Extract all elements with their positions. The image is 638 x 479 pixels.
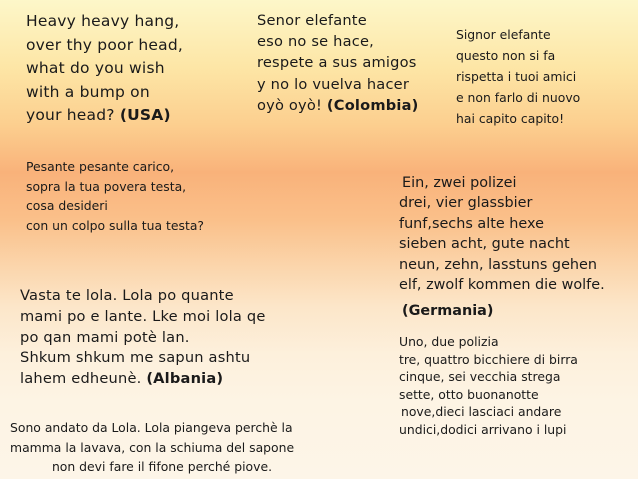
poem-line: y no lo vuelva hacer <box>257 75 410 93</box>
poem-line-last <box>20 369 266 390</box>
translation-line: cinque, sei vecchia strega <box>399 369 561 385</box>
poem-line: with a bump on <box>26 82 150 101</box>
poem-germany <box>399 173 605 322</box>
poem-line: respete a sus amigos <box>257 54 417 72</box>
poem-line: Shkum shkum me sapun ashtu <box>20 349 251 367</box>
poem-line: Ein, zwei polizei <box>402 175 517 191</box>
translation-line: hai capito capito! <box>456 111 565 126</box>
translation-line: Sono andato da Lola. Lola piangeva perchè la <box>10 420 293 435</box>
translation-albania-italian <box>10 418 314 477</box>
poem-line: your head? <box>26 106 115 124</box>
poem-line: neun, zehn, lasstuns gehen <box>399 256 598 273</box>
translation-line: Pesante pesante carico, <box>26 159 175 174</box>
poem-line: eso no se hace, <box>257 33 375 51</box>
translation-colombia-italian <box>456 24 580 129</box>
poem-line-last <box>26 104 183 128</box>
poem-line: over thy poor head, <box>26 35 184 54</box>
translation-line: Signor elefante <box>456 27 551 42</box>
poem-albania <box>20 286 266 390</box>
poem-line: what do you wish <box>26 59 165 77</box>
translation-line: non devi fare il fifone perché piove. <box>51 459 273 475</box>
country-label: (USA) <box>119 106 171 124</box>
poem-line: Senor elefante <box>257 12 367 29</box>
translation-line: tre, quattro bicchiere di birra <box>399 351 578 367</box>
poem-line-last <box>257 95 419 116</box>
poem-usa <box>26 10 183 128</box>
translation-line: e non farlo di nuovo <box>456 90 581 105</box>
translation-line: nove,dieci lasciaci andare <box>401 404 562 420</box>
poem-line: Vasta te lola. Lola po quante <box>20 287 234 304</box>
country-label: (Albania) <box>146 370 224 388</box>
translation-line: questo non si fa <box>456 48 556 63</box>
poem-colombia <box>257 10 419 116</box>
translation-line: mamma la lavava, con la schiuma del sapone <box>10 439 295 455</box>
poem-line: sieben acht, gute nacht <box>399 236 570 253</box>
translation-line: cosa desideri <box>26 198 108 214</box>
country-label: (Germania) <box>402 303 494 320</box>
poem-line: Heavy heavy hang, <box>26 12 180 30</box>
poem-line: funf,sechs alte hexe <box>399 215 544 232</box>
translation-usa-italian <box>26 157 204 235</box>
poem-line: elf, zwolf kommen die wolfe. <box>399 277 605 294</box>
translation-line: con un colpo sulla tua testa? <box>26 217 204 233</box>
translation-line: undici,dodici arrivano i lupi <box>399 421 567 437</box>
poem-line: oyò oyò! <box>257 96 323 114</box>
poem-line: po qan mami potè lan. <box>20 328 190 346</box>
poem-line: mami po e lante. Lke moi lola qe <box>20 307 266 325</box>
poem-line: drei, vier glassbier <box>399 195 533 212</box>
translation-line: rispetta i tuoi amici <box>456 69 577 84</box>
poem-line: lahem edheunè. <box>20 370 142 388</box>
translation-line: Uno, due polizia <box>399 334 499 349</box>
translation-line: sette, otto buonanotte <box>399 386 539 402</box>
country-label: (Colombia) <box>326 96 419 114</box>
translation-line: sopra la tua povera testa, <box>26 178 187 194</box>
translation-germany-italian <box>399 333 578 439</box>
